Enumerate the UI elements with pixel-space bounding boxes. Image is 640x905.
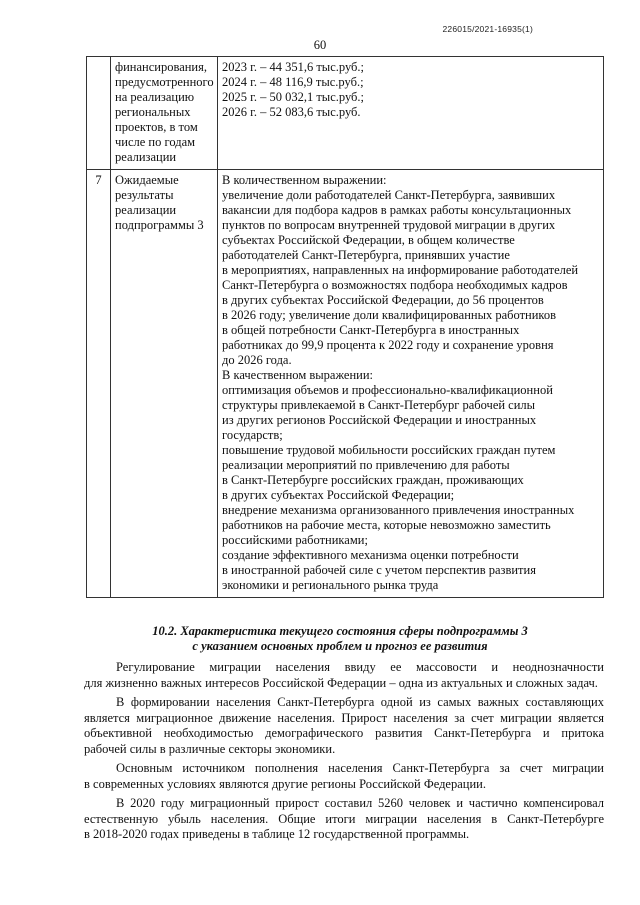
section-heading-line: 10.2. Характеристика текущего состояния сферы подпрограммы 3 (152, 624, 528, 638)
label-line: подпрограммы 3 (115, 218, 204, 232)
page-number: 60 (313, 38, 327, 52)
value-line: до 2026 года. (222, 353, 292, 367)
label-line: результаты (115, 188, 174, 202)
value-line: из других регионов Российской Федерации и иностранных (222, 413, 537, 427)
paragraph (84, 796, 604, 843)
value-line: Санкт-Петербурга о возможностях подбора необходимых кадров (222, 278, 568, 292)
paragraph-line: естественную убыль населения. Общие итоги миграции населения в Санкт-Петербурге (84, 811, 604, 826)
value-line: в других субъектах Российской Федерации; (222, 488, 455, 502)
table-row (87, 57, 604, 170)
paragraph-line: Основным источником пополнения населения Санкт-Петербурга за счет миграции (116, 761, 604, 775)
value-line: работниках до 99,9 процента к 2022 году и сохранение уровня (222, 338, 554, 352)
value-line: В количественном выражении: (222, 173, 387, 187)
value-line: в мероприятиях, направленных на информирование работодателей (222, 263, 579, 277)
value-line: пунктов по вопросам внутренней трудовой миграции в других (222, 218, 556, 232)
row-value (218, 170, 604, 598)
label-line: проектов, в том (115, 120, 198, 134)
value-line: 2026 г. – 52 083,6 тыс.руб. (222, 105, 361, 119)
value-line: вакансии для подбора кадров в рамках работы консультационных (222, 203, 572, 217)
row-label (111, 57, 218, 170)
value-line: структуры привлекаемой в Санкт-Петербург рабочей силы (222, 398, 536, 412)
value-line: в общей потребности Санкт-Петербурга в иностранных (222, 323, 520, 337)
value-line: субъектах Российской Федерации, в общем количестве (222, 233, 515, 247)
paragraph-line: В 2020 году миграционный прирост составил 5260 человек и частично компенсировал (116, 796, 604, 810)
paragraph-line: рабочей силы в различные секторы экономики. (84, 741, 336, 756)
paragraph-line: в современных условиях являются другие регионы Российской Федерации. (84, 776, 486, 791)
label-line: реализации (115, 150, 177, 164)
value-line: увеличение доли работодателей Санкт-Петербурга, заявивших (222, 188, 556, 202)
row-value (218, 57, 604, 170)
paragraph (84, 761, 604, 792)
value-line: экономики и регионального рынка труда (222, 578, 439, 592)
paragraph-line: объективной необходимостью демографического развития Санкт-Петербурга и притока (84, 726, 604, 740)
label-line: на реализацию (115, 90, 195, 104)
paragraph-line: является миграционное движение населения. Прирост населения за счет миграции является (84, 710, 604, 725)
section-body (84, 660, 604, 847)
value-line: в иностранной рабочей силе с учетом перспектив развития (222, 563, 536, 577)
document-id: 226015/2021-16935(1) (442, 24, 533, 34)
row-number (87, 57, 111, 170)
section-heading (70, 624, 610, 654)
section-heading-line: с указанием основных проблем и прогноз ее развития (192, 639, 488, 653)
value-line: государств; (222, 428, 283, 442)
row-number: 7 (87, 170, 111, 598)
value-line: российскими работниками; (222, 533, 368, 547)
value-line: в Санкт-Петербурге российских граждан, проживающих (222, 473, 524, 487)
paragraph-line: для жизненно важных интересов Российской Федерации – одна из актуальных и сложных задач. (84, 675, 598, 690)
value-line: В качественном выражении: (222, 368, 374, 382)
value-line: внедрение механизма организованного привлечения иностранных (222, 503, 575, 517)
label-line: финансирования, (115, 60, 207, 74)
program-table (86, 56, 604, 598)
label-line: региональных (115, 105, 191, 119)
paragraph (84, 660, 604, 691)
value-line: в других субъектах Российской Федерации, до 56 процентов (222, 293, 544, 307)
value-line: 2023 г. – 44 351,6 тыс.руб.; (222, 60, 365, 74)
value-line: 2024 г. – 48 116,9 тыс.руб.; (222, 75, 364, 89)
label-line: реализации (115, 203, 177, 217)
value-line: в 2026 году; увеличение доли квалифицированных работников (222, 308, 557, 322)
label-line: Ожидаемые (115, 173, 179, 187)
paragraph (84, 695, 604, 757)
table-row (87, 170, 604, 598)
value-line: оптимизация объемов и профессионально-квалификационной (222, 383, 553, 397)
paragraph-line: В формировании населения Санкт-Петербурга одной из самых важных составляющих (116, 695, 604, 709)
label-line: предусмотренного (115, 75, 214, 89)
value-line: работодателей Санкт-Петербурга, принявших участие (222, 248, 510, 262)
value-line: работников на рабочие места, которые невозможно заместить (222, 518, 551, 532)
label-line: числе по годам (115, 135, 196, 149)
value-line: реализации мероприятий по привлечению для работы (222, 458, 510, 472)
row-label (111, 170, 218, 598)
paragraph-line: в 2018-2020 годах приведены в таблице 12 государственной программы. (84, 827, 470, 841)
value-line: повышение трудовой мобильности российских граждан путем (222, 443, 556, 457)
paragraph-line: Регулирование миграции населения ввиду ее массовости и неоднозначности (116, 660, 604, 674)
value-line: создание эффективного механизма оценки потребности (222, 548, 519, 562)
value-line: 2025 г. – 50 032,1 тыс.руб.; (222, 90, 365, 104)
